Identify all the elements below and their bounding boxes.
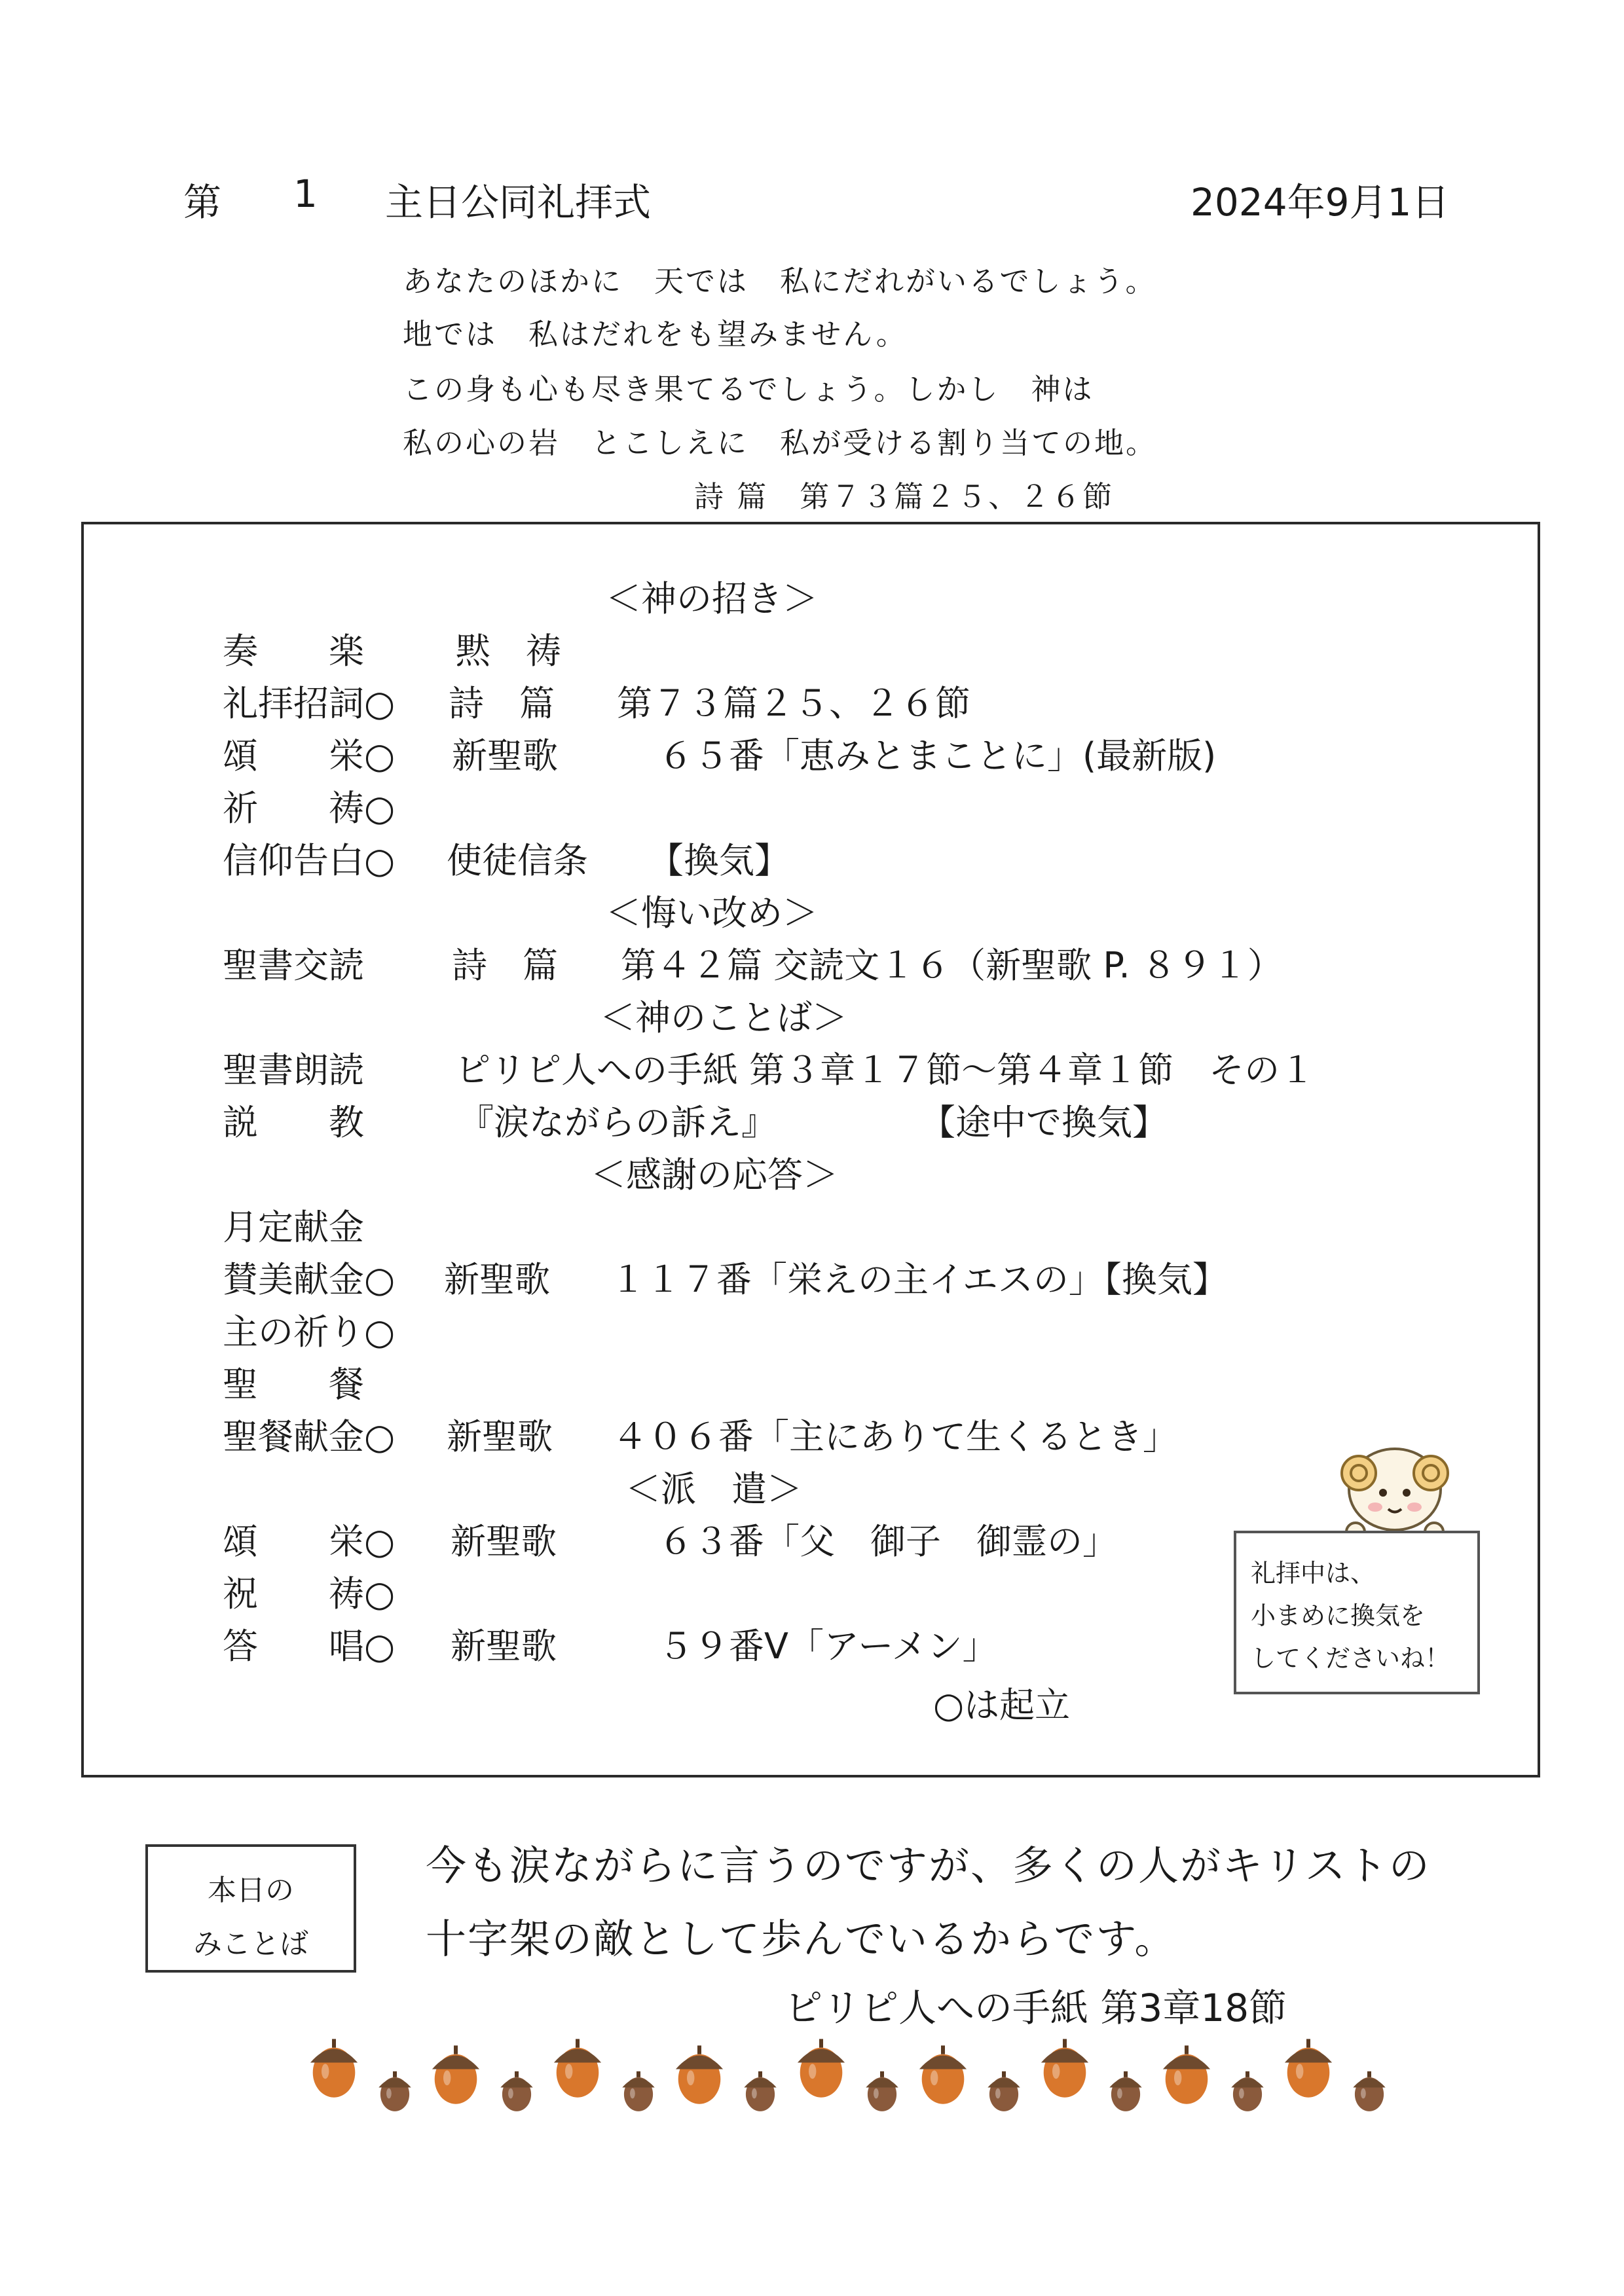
ventilation-line-2: 小まめに換気を	[1251, 1601, 1426, 1630]
item-creed-note: 【換気】	[648, 840, 790, 881]
item-prayer-label: 祈 祷○	[223, 788, 396, 829]
sheep-icon	[1329, 1427, 1460, 1545]
acorn-icon	[432, 2045, 479, 2104]
acorn-icon	[676, 2045, 723, 2104]
item-reading-label: 聖書朗読	[223, 1049, 364, 1091]
item-praise-offering-book: 新聖歌	[444, 1259, 550, 1300]
item-communion-offering-label: 聖餐献金○	[223, 1416, 396, 1457]
ventilation-line-1: 礼拝中は、	[1251, 1559, 1376, 1588]
acorn-icon	[919, 2045, 967, 2104]
item-communion-label: 聖 餐	[223, 1364, 364, 1405]
acorn-icon	[1353, 2071, 1385, 2111]
item-communion-offering-title: ４０６番「主にありて生くるとき」	[612, 1416, 1178, 1457]
item-benediction-label: 祝 祷○	[223, 1573, 396, 1614]
todays-word-label-line-2: みことば	[193, 1927, 308, 1961]
acorn-icon	[987, 2071, 1020, 2111]
acorn-icon	[1109, 2071, 1141, 2111]
item-hymn2-label: 頌 栄○	[223, 1521, 396, 1562]
todays-word-label-line-1: 本日の	[208, 1874, 294, 1907]
item-hymn2-book: 新聖歌	[451, 1521, 557, 1562]
acorn-icon	[1285, 2039, 1332, 2097]
item-praise-offering-label: 賛美献金○	[223, 1259, 396, 1300]
stand-note: ○は起立	[933, 1685, 1071, 1726]
item-amen-label: 答 唱○	[223, 1626, 396, 1667]
acorn-icon	[554, 2039, 601, 2097]
item-responsive-passage: 第４２篇 交読文１６（新聖歌 P. ８９１）	[621, 945, 1283, 986]
item-prelude-label: 奏 楽	[223, 630, 364, 672]
verse-line-3: この身も心も尽き果てるでしょう。しかし 神は	[403, 372, 1094, 407]
item-monthly-label: 月定献金	[223, 1207, 364, 1248]
service-number-label: 第	[183, 180, 222, 225]
acorn-icon	[1041, 2039, 1088, 2097]
item-call-passage: 第７３篇２５、２６節	[617, 683, 970, 724]
item-communion-offering-book: 新聖歌	[447, 1416, 553, 1457]
service-title: 主日公同礼拝式	[385, 180, 652, 225]
item-hymn1-label: 頌 栄○	[223, 735, 396, 776]
item-hymn1-book: 新聖歌	[452, 735, 558, 776]
item-responsive-label: 聖書交読	[223, 945, 364, 986]
item-hymn2-title: ６３番「父 御子 御霊の」	[658, 1521, 1118, 1562]
verse-line-2: 地では 私はだれをも望みません。	[403, 317, 908, 352]
item-sermon-title: 『涙ながらの訴え』	[458, 1102, 777, 1143]
item-creed-label: 信仰告白○	[223, 840, 396, 881]
acorn-icon	[798, 2039, 845, 2097]
ventilation-note	[1234, 1531, 1480, 1694]
verse-line-4: 私の心の岩 とこしえに 私が受ける割り当ての地。	[403, 426, 1158, 460]
item-sermon-label: 説 教	[223, 1102, 364, 1143]
acorn-decoration	[308, 2016, 1395, 2134]
ventilation-line-3: してくださいね！	[1251, 1644, 1450, 1673]
acorn-icon	[866, 2071, 898, 2111]
acorn-icon	[500, 2071, 532, 2111]
item-amen-title: ５９番Ⅴ「アーメン」	[658, 1626, 998, 1667]
acorn-icon	[1231, 2071, 1263, 2111]
service-date: 2024年9月1日	[1190, 180, 1450, 225]
section-call: ＜神の招き＞	[606, 578, 818, 619]
section-response: ＜感謝の応答＞	[591, 1154, 838, 1195]
item-prelude-detail: 黙 祷	[455, 630, 561, 672]
item-lords-prayer-label: 主の祈り○	[223, 1311, 396, 1353]
item-reading-passage: ピリピ人への手紙 第３章１７節～第４章１節 その１	[455, 1049, 1316, 1091]
service-number: 1	[293, 172, 318, 216]
verse-line-1: あなたのほかに 天では 私にだれがいるでしょう。	[403, 264, 1157, 299]
todays-word-line-2: 十字架の敵として歩んでいるからです。	[426, 1915, 1177, 1963]
section-sending: ＜派 遣＞	[625, 1468, 802, 1510]
section-repent: ＜悔い改め＞	[606, 892, 818, 934]
item-sermon-note: 【途中で換気】	[920, 1102, 1168, 1143]
item-call-label: 礼拝招詞○	[223, 683, 396, 724]
item-praise-offering-title: １１７番「栄えの主イエスの」【換気】	[610, 1259, 1228, 1300]
item-hymn1-title: ６５番「恵みとまことに」(最新版)	[658, 735, 1217, 776]
item-amen-book: 新聖歌	[451, 1626, 557, 1667]
todays-word-label	[145, 1844, 356, 1973]
acorn-icon	[310, 2039, 358, 2097]
acorn-icon	[378, 2071, 411, 2111]
acorn-icon	[744, 2071, 776, 2111]
verse-reference: 詩 篇 第７３篇２５、２６節	[694, 479, 1115, 514]
section-word: ＜神のことば＞	[600, 997, 847, 1038]
acorn-icon	[1163, 2045, 1210, 2104]
item-creed-name: 使徒信条	[447, 840, 588, 881]
todays-word-line-1: 今も涙ながらに言うのですが、多くの人がキリストの	[426, 1842, 1431, 1889]
item-call-book: 詩 篇	[449, 683, 555, 724]
todays-word-reference: ピリピ人への手紙 第3章18節	[784, 1986, 1287, 2030]
acorn-icon	[622, 2071, 654, 2111]
item-responsive-book: 詩 篇	[452, 945, 558, 986]
